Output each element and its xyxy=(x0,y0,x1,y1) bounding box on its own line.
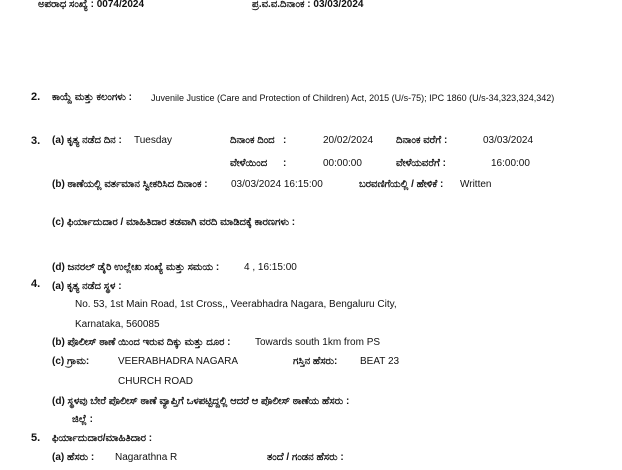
case-number: ಅಪರಾಧ ಸಂಖ್ಯೆ : 0074/2024 xyxy=(38,0,145,10)
info-mode-value: Written xyxy=(460,179,492,190)
complainant-label: ಫಿರ್ಯಾದುದಾರ/ಮಾಹಿತಿದಾರ : xyxy=(52,433,153,444)
time-from-label: ವೇಳೆಯಿಂದ xyxy=(230,158,268,169)
date-to-label: ದಿನಾಂಕ ವರೆಗೆ : xyxy=(396,135,448,146)
village-value: VEERABHADRA NAGARA xyxy=(118,356,239,367)
section-2-number: 2. xyxy=(31,91,41,103)
road-value: CHURCH ROAD xyxy=(118,376,193,387)
complainant-name-value: Nagarathna R xyxy=(115,452,178,463)
address-line-1: No. 53, 1st Main Road, 1st Cross,, Veerabhadra Nagara, Bengaluru City, xyxy=(75,299,397,310)
date-from-label: ದಿನಾಂಕ ದಿಂದ xyxy=(230,135,275,146)
district-label: ಜಿಲ್ಲೆ : xyxy=(72,414,93,425)
direction-distance-value: Towards south 1km from PS xyxy=(255,337,381,348)
info-mode-label: ಬರವಣಿಗೆಯಲ್ಲಿ / ಹೇಳಿಕೆ : xyxy=(359,179,444,190)
section-5-number: 5. xyxy=(31,432,41,444)
info-received-value: 03/03/2024 16:15:00 xyxy=(231,179,323,190)
date-from-colon: : xyxy=(283,135,287,146)
date-from-value: 20/02/2024 xyxy=(323,135,374,146)
offence-day-value: Tuesday xyxy=(134,135,172,146)
date-to-value: 03/03/2024 xyxy=(483,135,534,146)
time-to-value: 16:00:00 xyxy=(491,158,530,169)
time-from-value: 00:00:00 xyxy=(323,158,362,169)
other-ps-label: (d) ಸ್ಥಳವು ಬೇರೆ ಪೊಲೀಸ್ ಠಾಣೆ ವ್ಯಾಪ್ತಿಗೆ ಒಳಪಟ್ಟಿದ್ದಲ್ಲಿ ಆದರೆ ಆ ಪೊಲೀಸ್ ಠಾಣೆಯ ಹೆಸರು : xyxy=(52,396,350,407)
address-line-2: Karnataka, 560085 xyxy=(75,319,160,330)
direction-distance-label: (b) ಪೊಲೀಸ್ ಠಾಣೆ ಯಿಂದ ಇರುವ ದಿಕ್ಕು ಮತ್ತು ದೂರ : xyxy=(52,337,231,348)
act-sections-value: Juvenile Justice (Care and Protection of Children) Act, 2015 (U/s-75); IPC 1860 (U/s-34,323,324,342) xyxy=(151,93,555,103)
gd-reference-label: (d) ಜನರಲ್ ಡೈರಿ ಉಲ್ಲೇಖ ಸಂಖ್ಯೆ ಮತ್ತು ಸಮಯ : xyxy=(52,262,220,273)
father-husband-name-label: ತಂದೆ / ಗಂಡನ ಹೆಸರು : xyxy=(267,452,344,463)
village-label: (c) ಗ್ರಾಮ: xyxy=(52,356,90,367)
beat-label: ಗಸ್ತಿನ ಹೆಸರು: xyxy=(293,356,338,367)
section-3-number: 3. xyxy=(31,135,41,147)
act-sections-label: ಕಾಯ್ದೆ ಮತ್ತು ಕಲಂಗಳು : xyxy=(52,92,132,103)
info-received-label: (b) ಠಾಣೆಯಲ್ಲಿ ವರ್ತಮಾನ ಸ್ವೀಕರಿಸಿದ ದಿನಾಂಕ : xyxy=(52,179,208,190)
complainant-name-label: (a) ಹೆಸರು : xyxy=(52,452,95,463)
offence-day-label: (a) ಕೃತ್ಯ ನಡೆದ ದಿನ : xyxy=(52,135,122,146)
time-to-label: ವೇಳೆಯವರೆಗೆ : xyxy=(396,158,446,169)
delay-reason-label: (c) ಫಿರ್ಯಾದುದಾರ / ಮಾಹಿತಿದಾರ ತಡವಾಗಿ ವರದಿ ಮಾಡಿದಕ್ಕೆ ಕಾರಣಗಳು : xyxy=(52,217,296,228)
fir-date: ಪ್ರ.ವ.ವ.ದಿನಾಂಕ : 03/03/2024 xyxy=(252,0,364,10)
beat-value: BEAT 23 xyxy=(360,356,400,367)
time-from-colon: : xyxy=(283,158,287,169)
gd-reference-value: 4 , 16:15:00 xyxy=(244,262,297,273)
place-of-occurrence-label: (a) ಕೃತ್ಯ ನಡೆದ ಸ್ಥಳ : xyxy=(52,281,122,292)
section-4-number: 4. xyxy=(31,278,41,290)
